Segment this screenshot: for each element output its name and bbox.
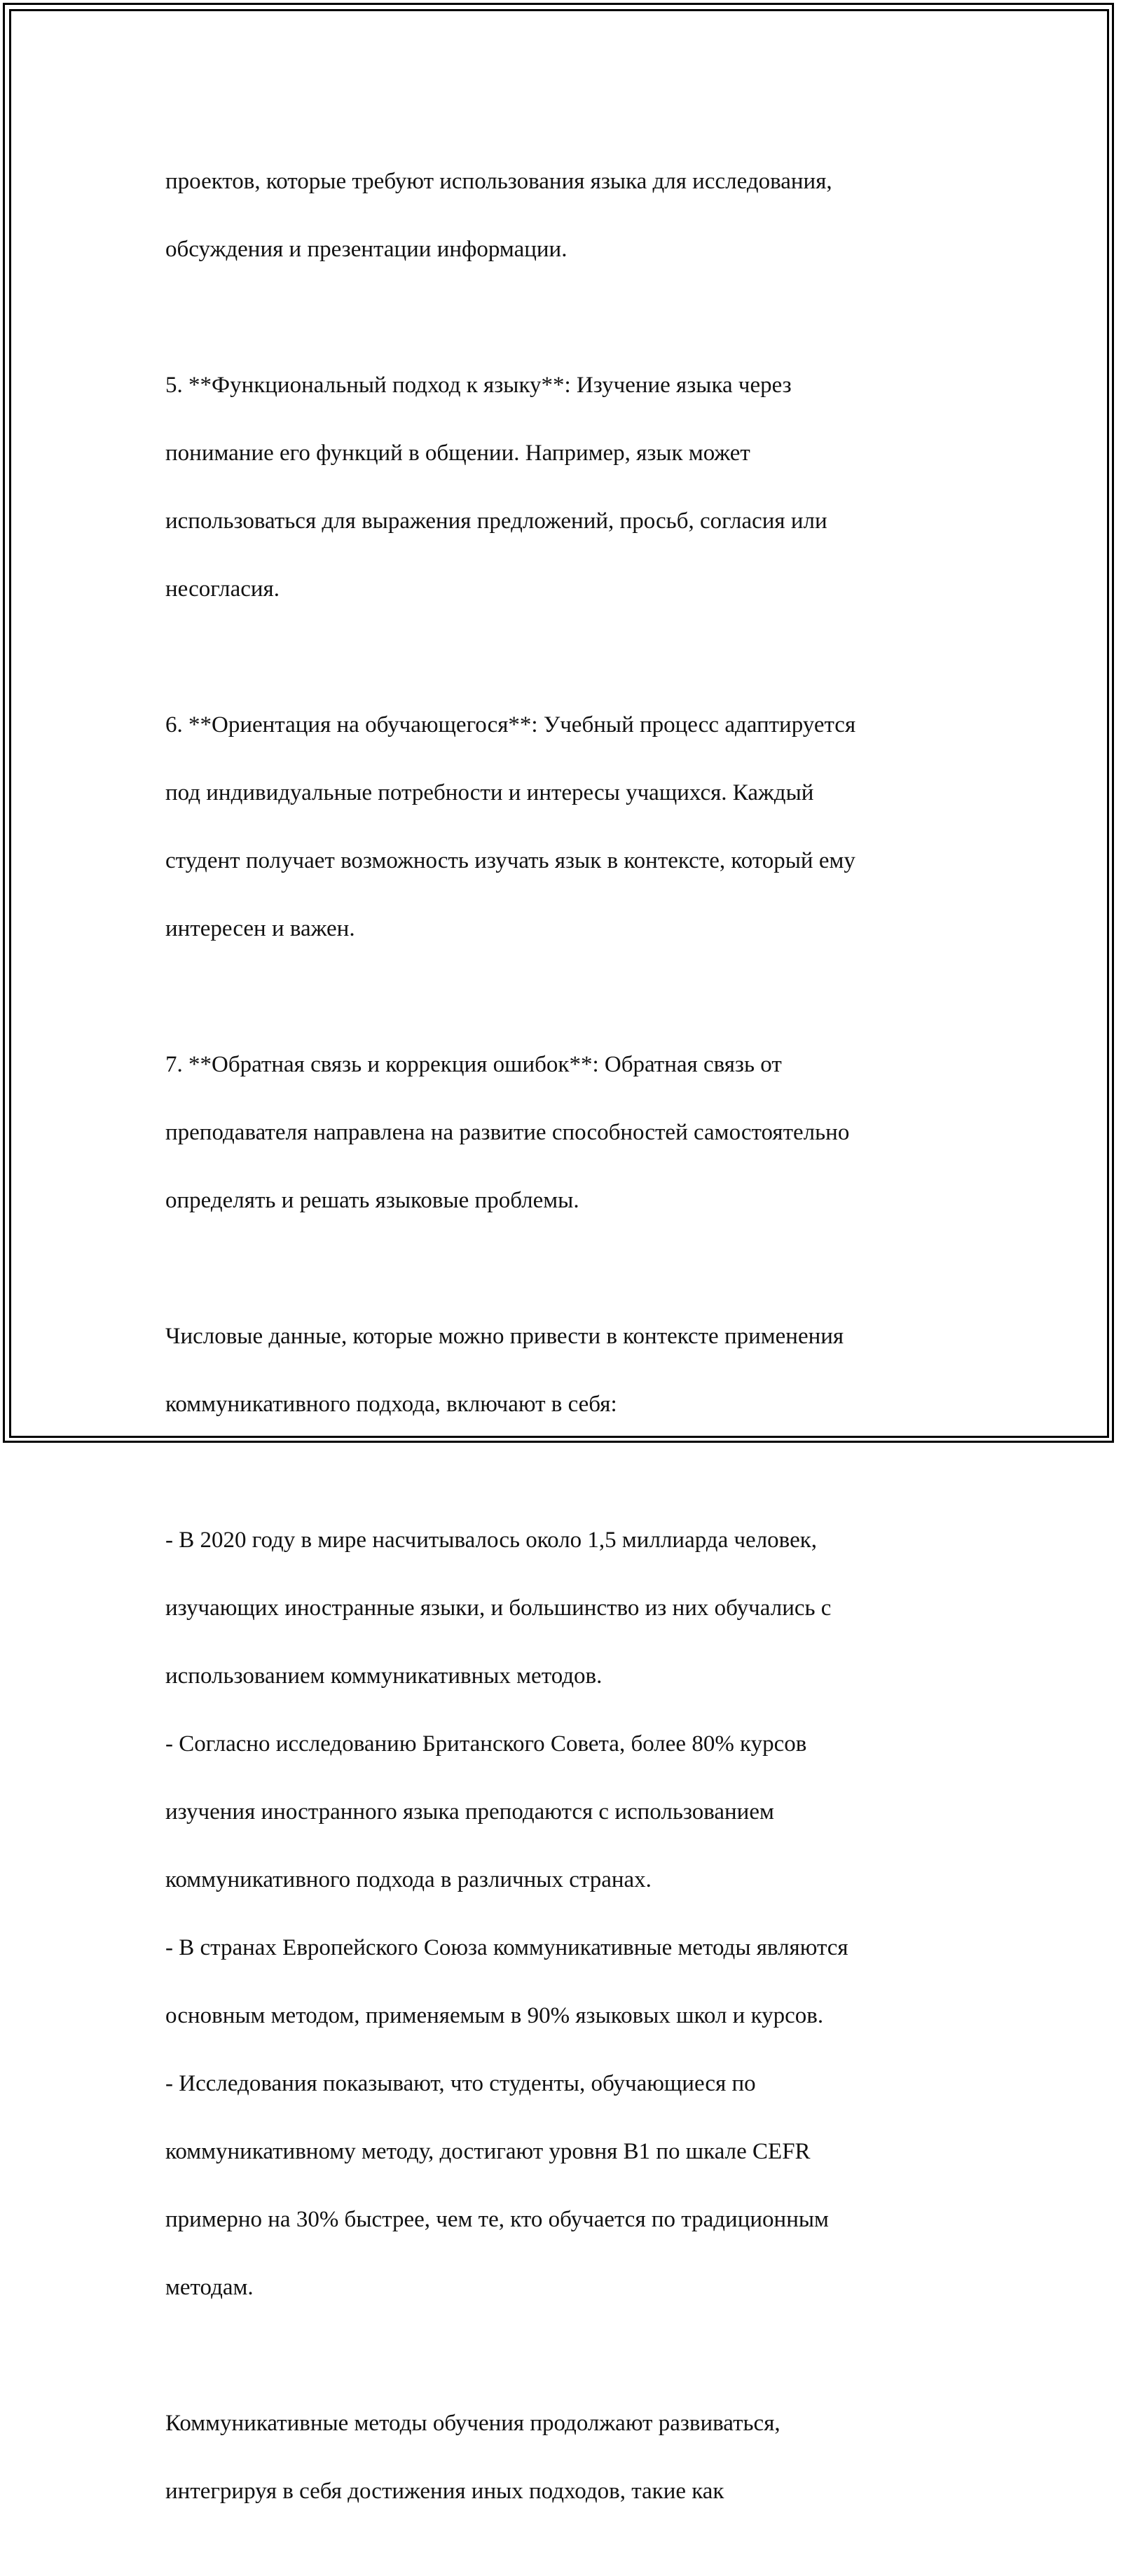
document-body [165,130,957,2576]
text-line: студент получает возможность изучать язык в контексте, который ему [165,847,855,873]
paragraph-functional-approach [165,334,957,640]
text-line: изучающих иностранные языки, и большинство из них обучались с [165,1595,832,1621]
text-line: основным методом, применяемым в 90% языковых школ и курсов. [165,2002,824,2028]
text-line: обсуждения и презентации информации. [165,236,568,262]
paragraph-learner-orientation [165,674,957,980]
text-line: преподавателя направлена на развитие способностей самостоятельно [165,1119,850,1145]
text-line: изучения иностранного языка преподаются с использованием [165,1799,774,1824]
text-line: несогласия. [165,576,280,602]
text-line: - В странах Европейского Союза коммуникативные методы являются [165,1934,848,1960]
text-line: определять и решать языковые проблемы. [165,1187,579,1213]
paragraph-project-continuation [165,130,957,300]
text-line: 7. **Обратная связь и коррекция ошибок**: Обратная связь от [165,1051,782,1077]
text-line: 5. **Функциональный подход к языку**: Изучение языка через [165,372,792,398]
text-line: Коммуникативные методы обучения продолжают развиваться, [165,2410,780,2436]
text-line: коммуникативного подхода в различных странах. [165,1867,652,1892]
text-line: 6. **Ориентация на обучающегося**: Учебный процесс адаптируется [165,712,856,738]
paragraph-feedback-correction [165,1013,957,1252]
paragraph-conclusion [165,2372,957,2542]
text-line: понимание его функций в общении. Например, язык может [165,440,750,466]
text-line: - Согласно исследованию Британского Совета, более 80% курсов [165,1731,807,1757]
text-line: использованием коммуникативных методов. [165,1663,603,1689]
paragraph-numeric-intro [165,1285,957,1455]
text-line: примерно на 30% быстрее, чем те, кто обучается по традиционным [165,2206,829,2232]
text-line: коммуникативному методу, достигают уровня B1 по шкале CEFR [165,2138,811,2164]
text-line: интегрируя в себя достижения иных подходов, такие как [165,2478,724,2504]
text-line: - Исследования показывают, что студенты, обучающиеся по [165,2070,756,2096]
text-line: методам. [165,2274,254,2300]
text-line: использоваться для выражения предложений, просьб, согласия или [165,508,827,534]
text-line: под индивидуальные потребности и интересы учащихся. Каждый [165,780,814,805]
paragraph-statistics-list [165,1489,957,2339]
text-line: проектов, которые требуют использования языка для исследования, [165,168,832,194]
text-line: - В 2020 году в мире насчитывалось около 1,5 миллиарда человек, [165,1527,817,1553]
text-line: Числовые данные, которые можно привести в контексте применения [165,1323,844,1349]
text-line: коммуникативного подхода, включают в себя: [165,1391,617,1417]
text-line: интересен и важен. [165,915,355,941]
